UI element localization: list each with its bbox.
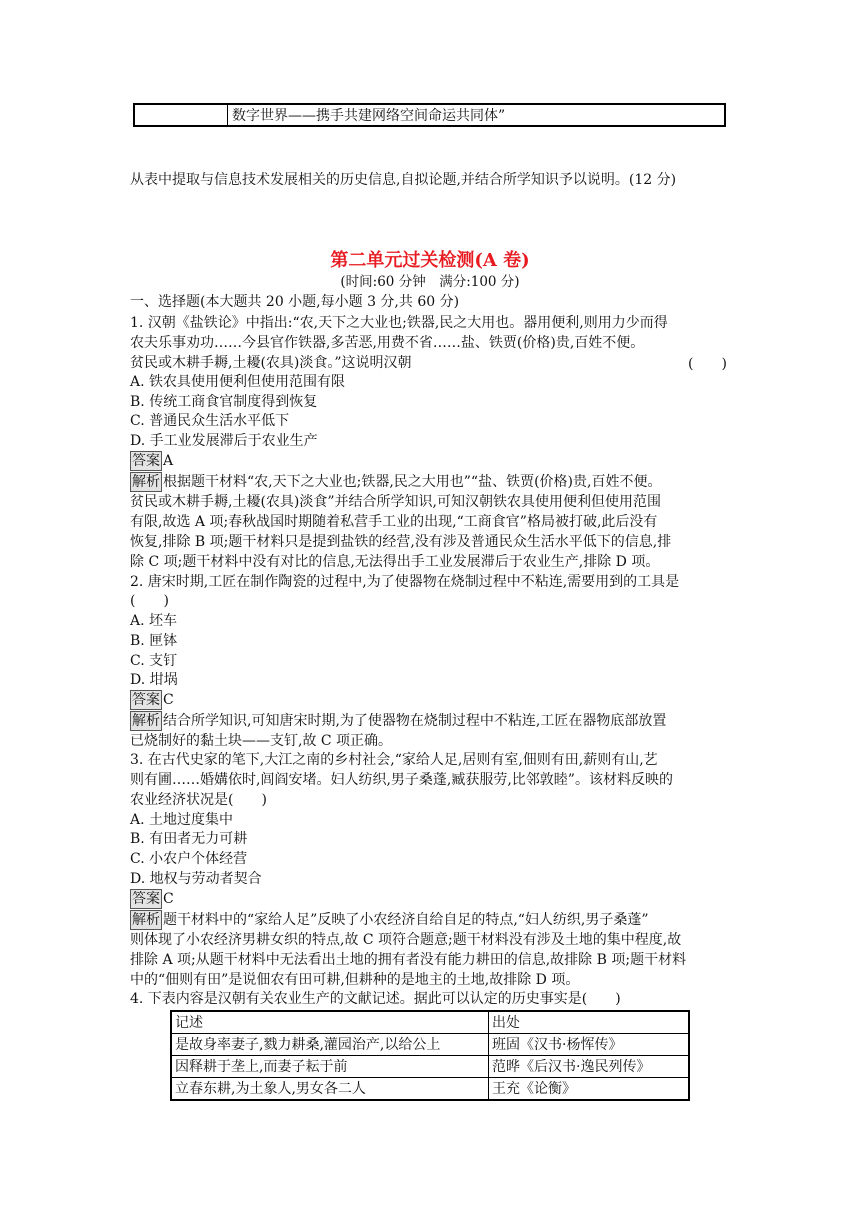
previous-table-fragment	[133, 103, 726, 127]
analysis-text: 根据题干材料“农,天下之大业也;铁器,民之大用也”“盐、铁贾(价格)贵,百姓不便。	[163, 474, 662, 490]
answer-paren: ( )	[688, 356, 727, 372]
table-header-row	[171, 1011, 689, 1034]
answer-row	[130, 451, 740, 471]
time-info: (时间:60 分钟 满分:100 分)	[340, 274, 520, 290]
answer-row	[130, 690, 740, 710]
analysis-line: 恢复,排除 B 项;题干材料只是提到盐铁的经营,没有涉及普通民众生活水平低下的信息,排	[130, 534, 672, 550]
table-row	[171, 1034, 689, 1056]
analysis-tag: 解析	[132, 912, 160, 928]
question-stem-line: 4. 下表内容是汉朝有关农业生产的文献记述。据此可以认定的历史事实是( )	[130, 991, 621, 1007]
table-cell: 班固《汉书·杨恽传》	[489, 1034, 690, 1056]
answer-value: C	[163, 891, 174, 907]
analysis-line: 除 C 项;题干材料中没有对比的信息,无法得出手工业发展滞后于农业生产,排除 D 项。	[130, 554, 660, 570]
option-c: C. 支钉	[130, 653, 178, 669]
analysis-tag: 解析	[132, 474, 160, 490]
analysis-row	[130, 711, 740, 731]
answer-value: A	[163, 453, 174, 469]
section-heading: 一、选择题(本大题共 20 小题,每小题 3 分,共 60 分)	[130, 294, 460, 310]
option-d: D. 手工业发展滞后于农业生产	[130, 433, 318, 449]
option-d: D. 地权与劳动者契合	[130, 871, 262, 887]
question-stem-line: ( )	[130, 593, 169, 609]
analysis-line: 中的“佃则有田”是说佃农有田可耕,但耕种的是地主的土地,故排除 D 项。	[130, 972, 580, 988]
table-cell-empty	[135, 105, 228, 125]
unit-title: 第二单元过关检测(A 卷)	[330, 250, 530, 271]
table-cell: 王充《论衡》	[489, 1078, 690, 1101]
table-header-cell: 记述	[171, 1011, 489, 1034]
table-cell: 立春东耕,为土象人,男女各二人	[171, 1078, 489, 1101]
table-row	[171, 1056, 689, 1078]
essay-prompt: 从表中提取与信息技术发展相关的历史信息,自拟论题,并结合所学知识予以说明。(12 分)	[130, 172, 677, 188]
answer-value: C	[163, 692, 174, 708]
question-stem-line: 农夫乐事劝功……今县官作铁器,多苦恶,用费不省……盐、铁贾(价格)贵,百姓不便。	[130, 335, 645, 351]
answer-row	[130, 889, 740, 909]
question-stem-line: 3. 在古代史家的笔下,大江之南的乡村社会,“家给人足,居则有室,佃则有田,薪则有山,艺	[130, 752, 658, 768]
analysis-line: 有限,故选 A 项;春秋战国时期随着私营手工业的出现,“工商食官”格局被打破,此后没有	[130, 514, 658, 530]
analysis-row	[130, 910, 740, 930]
option-a: A. 坯车	[130, 613, 178, 629]
analysis-row	[130, 472, 740, 492]
option-a: A. 土地过度集中	[130, 812, 234, 828]
table-cell-text: 数字世界——携手共建网络空间命运共同体”	[232, 108, 506, 124]
table-cell: 因释耕于垄上,而妻子耘于前	[171, 1056, 489, 1078]
source-table	[170, 1010, 690, 1101]
option-b: B. 匣钵	[130, 633, 178, 649]
option-c: C. 小农户个体经营	[130, 851, 248, 867]
question-stem-line: 2. 唐宋时期,工匠在制作陶瓷的过程中,为了使器物在烧制过程中不粘连,需要用到的工具是	[130, 574, 680, 590]
option-c: C. 普通民众生活水平低下	[130, 413, 290, 429]
analysis-line: 贫民或木耕手耨,土耰(农具)淡食”并结合所学知识,可知汉朝铁农具使用便利但使用范围	[130, 494, 661, 510]
question-stem-line: 1. 汉朝《盐铁论》中指出:“农,天下之大业也;铁器,民之大用也。器用便利,则用力少而得	[130, 315, 668, 331]
option-a: A. 铁农具使用便利但使用范围有限	[130, 374, 346, 390]
answer-tag: 答案	[132, 692, 160, 708]
table-cell: 是故身率妻子,戮力耕桑,灌园治产,以给公上	[171, 1034, 489, 1056]
option-d: D. 坩埚	[130, 672, 178, 688]
analysis-line: 已烧制好的黏土块——支钉,故 C 项正确。	[130, 733, 393, 749]
answer-tag: 答案	[132, 453, 160, 469]
question-stem-line: 农业经济状况是( )	[130, 792, 267, 808]
analysis-line: 则体现了小农经济男耕女织的特点,故 C 项符合题意;题干材料没有涉及土地的集中程度,故	[130, 932, 682, 948]
analysis-line: 排除 A 项;从题干材料中无法看出土地的拥有者没有能力耕田的信息,故排除 B 项;题干材料	[130, 952, 687, 968]
table-header-cell: 出处	[489, 1011, 690, 1034]
analysis-tag: 解析	[132, 713, 160, 729]
table-cell: 范晔《后汉书·逸民列传》	[489, 1056, 690, 1078]
question-stem-line: 贫民或木耕手耨,土耰(农具)淡食。”这说明汉朝	[130, 355, 412, 371]
answer-tag: 答案	[132, 891, 160, 907]
question-stem-line: 则有圃……婚媾依时,闾阎安堵。妇人纺织,男子桑蓬,臧获服劳,比邻敦睦”。该材料反映的	[130, 772, 673, 788]
option-b: B. 有田者无力可耕	[130, 831, 248, 847]
option-b: B. 传统工商食官制度得到恢复	[130, 394, 318, 410]
table-row	[171, 1078, 689, 1101]
analysis-text: 题干材料中的“家给人足”反映了小农经济自给自足的特点,“妇人纺织,男子桑蓬”	[163, 912, 649, 928]
analysis-text: 结合所学知识,可知唐宋时期,为了使器物在烧制过程中不粘连,工匠在器物底部放置	[163, 713, 667, 729]
